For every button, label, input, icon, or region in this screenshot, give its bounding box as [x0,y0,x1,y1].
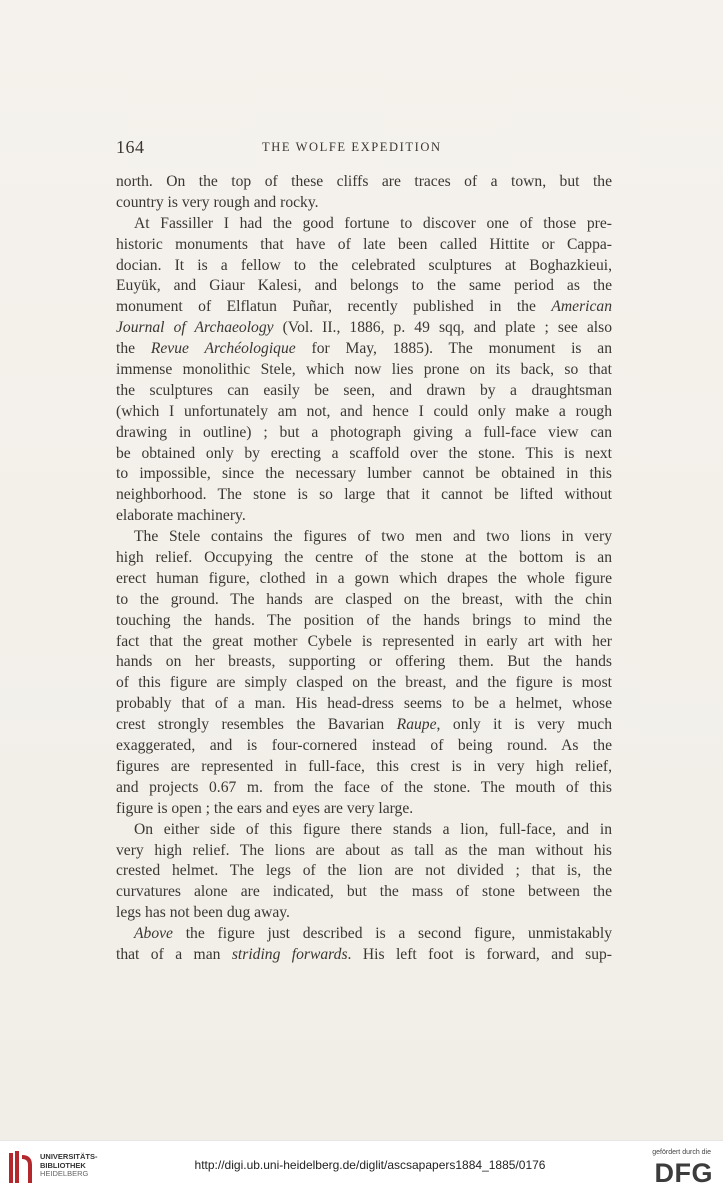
text-line [116,527,612,548]
text-line [116,924,612,945]
italic-text: Raupe [396,716,437,734]
text-run: curvatures alone are indicated, but the mass of stone between the [116,883,612,901]
text-line [116,339,612,360]
text-run: figures are represented in full-face, this crest is in very high relief, [116,757,612,775]
text-run: that of a man [116,945,232,963]
text-line [116,193,612,214]
text-run: On either side of this figure there stands a lion, full-face, and in [134,820,612,838]
text-line [116,235,612,256]
text-run: country is very rough and rocky. [116,193,319,211]
text-line [116,715,612,736]
source-url-link[interactable]: http://digi.ub.uni-heidelberg.de/diglit/ascsapapers1884_1885/0176 [194,1158,546,1172]
text-line [116,423,612,444]
text-line [116,673,612,694]
text-run: north. On the top of these cliffs are traces of a town, but the [116,173,612,190]
text-run: exaggerated, and is four-cornered instead of being round. As the [116,737,612,755]
text-run: crested helmet. The legs of the lion are not divided ; that is, the [116,862,612,880]
text-run: figure is open ; the ears and eyes are very large. [116,799,414,817]
italic-text: Revue Archéologique [150,340,296,358]
text-run: probably that of a man. His head-dress seems to be a helmet, whose [116,695,612,713]
text-line [116,757,612,778]
text-run: to the ground. The hands are clasped on the breast, with the chin [116,590,612,608]
page-number: 164 [116,137,145,157]
text-line [116,276,612,297]
text-run: be obtained only by erecting a scaffold over the stone. This is next [116,444,612,462]
text-line [116,799,612,820]
text-line [116,381,612,402]
text-run: (Vol. II., 1886, p. 49 sqq, and plate ; see also [273,319,612,337]
digitization-footer [0,1140,723,1195]
body-text [116,172,612,966]
ub-heidelberg-logo-icon [6,1149,36,1187]
text-run: (which I unfortunately am not, and hence I could only make a rough [116,402,612,420]
text-run: historic monuments that have of late been called Hittite or Cappa- [116,235,612,253]
text-run: for May, 1885). The monument is an [295,340,612,358]
text-run: . His left foot is forward, and sup- [347,945,612,963]
library-line-1: UNIVERSITÄTS- [40,1152,98,1161]
text-line [116,360,612,381]
library-line-3: HEIDELBERG [40,1169,89,1178]
text-line [116,548,612,569]
text-line [116,694,612,715]
text-run: The Stele contains the figures of two men and two lions in very [134,528,612,546]
text-run: the figure just described is a second figure, unmistakably [172,925,612,943]
text-run: drawing in outline) ; but a photograph giving a full-face view can [116,423,612,441]
text-run: monument of Elflatun Puñar, recently published in the [116,298,552,316]
library-name [40,1153,98,1179]
running-title: THE WOLFE EXPEDITION [262,140,442,154]
text-run: docian. It is a fellow to the celebrated sculptures at Boghazkieui, [116,256,612,274]
text-line [116,590,612,611]
text-line [116,402,612,423]
text-run: high relief. Occupying the centre of the stone at the bottom is an [116,549,612,567]
text-line [116,485,612,506]
dfg-funding-note: gefördert durch die [652,1149,711,1156]
text-line [116,632,612,653]
text-run: to impossible, since the necessary lumber cannot be obtained in this [116,465,612,483]
text-run: crest strongly resembles the Bavarian [116,716,397,734]
text-run: neighborhood. The stone is so large that it cannot be lifted without [116,486,612,504]
italic-text: Above [134,925,173,943]
text-line [116,820,612,841]
text-line [116,297,612,318]
text-line [116,464,612,485]
text-run: fact that the great mother Cybele is represented in early art with her [116,632,612,650]
page-header [116,137,612,159]
text-run: elaborate machinery. [116,507,246,525]
text-line [116,256,612,277]
text-line [116,214,612,235]
text-line [116,903,612,924]
text-line [116,444,612,465]
text-line [116,506,612,527]
library-line-2: BIBLIOTHEK [40,1160,86,1170]
text-run: the sculptures can easily be seen, and drawn by a draughtsman [116,381,612,399]
text-line [116,861,612,882]
text-line [116,652,612,673]
italic-text: American [551,298,612,316]
text-line [116,778,612,799]
italic-text: striding forwards [231,945,348,963]
text-run: , only it is very much [436,716,612,734]
text-run: Euyük, and Giaur Kalesi, and belongs to the same period as the [116,277,612,295]
text-run: immense monolithic Stele, which now lies prone on its back, so that [116,361,612,379]
text-run: touching the hands. The position of the hands brings to mind the [116,611,612,629]
dfg-logo: DFG [654,1158,713,1188]
italic-text: Journal of Archaeology [116,319,274,337]
text-run: very high relief. The lions are about as tall as the man without his [116,841,612,859]
text-line [116,945,612,966]
text-run: At Fassiller I had the good fortune to discover one of those pre- [134,214,612,232]
text-run: hands on her breasts, supporting or offering them. But the hands [116,653,612,671]
text-line [116,882,612,903]
text-run: erect human figure, clothed in a gown which drapes the whole figure [116,569,612,587]
text-run: the [116,340,151,358]
text-run: and projects 0.67 m. from the face of the stone. The mouth of this [116,778,612,796]
text-line [116,318,612,339]
text-line [116,736,612,757]
text-run: of this figure are simply clasped on the breast, and the figure is most [116,674,612,692]
text-line [116,172,612,193]
text-line [116,841,612,862]
text-run: legs has not been dug away. [116,904,290,922]
text-line [116,611,612,632]
text-line [116,569,612,590]
